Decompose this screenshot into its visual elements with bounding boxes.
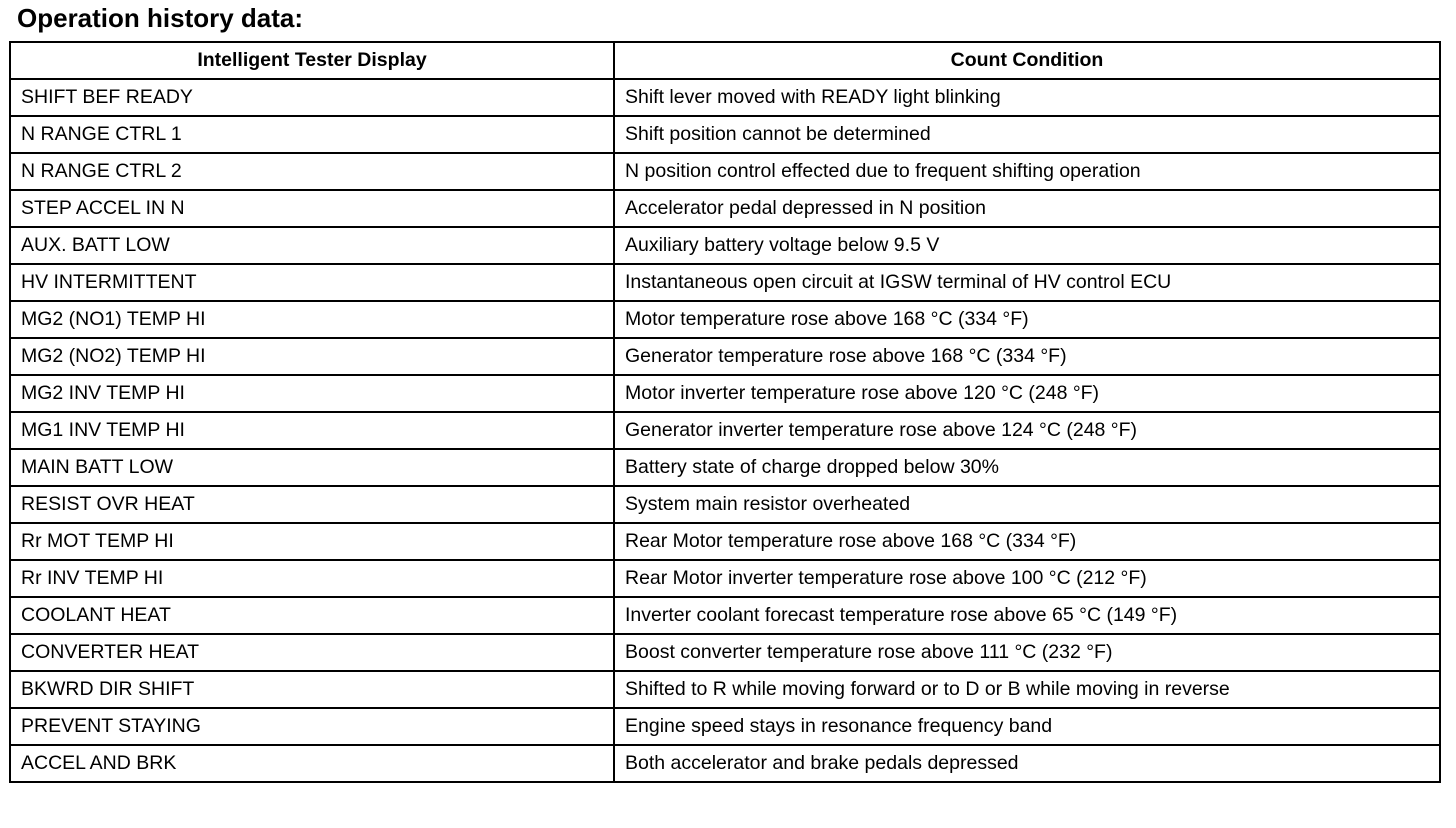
table-row bbox=[10, 634, 1440, 671]
tester-display-cell: N RANGE CTRL 2 bbox=[10, 153, 614, 190]
tester-display-cell: PREVENT STAYING bbox=[10, 708, 614, 745]
count-condition-cell: Both accelerator and brake pedals depressed bbox=[614, 745, 1440, 782]
tester-display-cell: HV INTERMITTENT bbox=[10, 264, 614, 301]
count-condition-cell: Shifted to R while moving forward or to D or B while moving in reverse bbox=[614, 671, 1440, 708]
count-condition-cell: System main resistor overheated bbox=[614, 486, 1440, 523]
tester-display-cell: SHIFT BEF READY bbox=[10, 79, 614, 116]
count-condition-cell: Rear Motor inverter temperature rose above 100 °C (212 °F) bbox=[614, 560, 1440, 597]
count-condition-cell: Motor temperature rose above 168 °C (334 °F) bbox=[614, 301, 1440, 338]
table-row bbox=[10, 486, 1440, 523]
table-row bbox=[10, 116, 1440, 153]
tester-display-cell: RESIST OVR HEAT bbox=[10, 486, 614, 523]
tester-display-cell: N RANGE CTRL 1 bbox=[10, 116, 614, 153]
table-row bbox=[10, 745, 1440, 782]
tester-display-cell: CONVERTER HEAT bbox=[10, 634, 614, 671]
table-row bbox=[10, 153, 1440, 190]
table-row bbox=[10, 449, 1440, 486]
table-row bbox=[10, 301, 1440, 338]
tester-display-cell: Rr MOT TEMP HI bbox=[10, 523, 614, 560]
tester-display-cell: MG1 INV TEMP HI bbox=[10, 412, 614, 449]
count-condition-cell: Generator inverter temperature rose above 124 °C (248 °F) bbox=[614, 412, 1440, 449]
count-condition-cell: Instantaneous open circuit at IGSW terminal of HV control ECU bbox=[614, 264, 1440, 301]
table-row bbox=[10, 597, 1440, 634]
tester-display-cell: BKWRD DIR SHIFT bbox=[10, 671, 614, 708]
count-condition-cell: Generator temperature rose above 168 °C (334 °F) bbox=[614, 338, 1440, 375]
tester-display-cell: STEP ACCEL IN N bbox=[10, 190, 614, 227]
count-condition-cell: Auxiliary battery voltage below 9.5 V bbox=[614, 227, 1440, 264]
tester-display-cell: MG2 (NO1) TEMP HI bbox=[10, 301, 614, 338]
table-row bbox=[10, 264, 1440, 301]
table-header-row bbox=[10, 42, 1440, 79]
count-condition-cell: Battery state of charge dropped below 30% bbox=[614, 449, 1440, 486]
tester-display-cell: MG2 (NO2) TEMP HI bbox=[10, 338, 614, 375]
table-row bbox=[10, 375, 1440, 412]
tester-display-cell: Rr INV TEMP HI bbox=[10, 560, 614, 597]
count-condition-cell: Shift position cannot be determined bbox=[614, 116, 1440, 153]
count-condition-cell: N position control effected due to frequent shifting operation bbox=[614, 153, 1440, 190]
count-condition-cell: Shift lever moved with READY light blinking bbox=[614, 79, 1440, 116]
operation-history-table bbox=[9, 41, 1441, 783]
tester-display-cell: COOLANT HEAT bbox=[10, 597, 614, 634]
count-condition-cell: Motor inverter temperature rose above 120 °C (248 °F) bbox=[614, 375, 1440, 412]
table-row bbox=[10, 227, 1440, 264]
tester-display-cell: ACCEL AND BRK bbox=[10, 745, 614, 782]
table-row bbox=[10, 708, 1440, 745]
page-title: Operation history data: bbox=[17, 3, 304, 33]
tester-display-cell: MG2 INV TEMP HI bbox=[10, 375, 614, 412]
tester-display-cell: MAIN BATT LOW bbox=[10, 449, 614, 486]
tester-display-cell: AUX. BATT LOW bbox=[10, 227, 614, 264]
count-condition-cell: Rear Motor temperature rose above 168 °C (334 °F) bbox=[614, 523, 1440, 560]
table-row bbox=[10, 190, 1440, 227]
count-condition-cell: Inverter coolant forecast temperature rose above 65 °C (149 °F) bbox=[614, 597, 1440, 634]
count-condition-cell: Engine speed stays in resonance frequency band bbox=[614, 708, 1440, 745]
column-header-tester-display: Intelligent Tester Display bbox=[10, 42, 614, 79]
table-row bbox=[10, 79, 1440, 116]
count-condition-cell: Accelerator pedal depressed in N position bbox=[614, 190, 1440, 227]
table-row bbox=[10, 523, 1440, 560]
table-row bbox=[10, 338, 1440, 375]
table-row bbox=[10, 412, 1440, 449]
column-header-count-condition: Count Condition bbox=[614, 42, 1440, 79]
count-condition-cell: Boost converter temperature rose above 111 °C (232 °F) bbox=[614, 634, 1440, 671]
table-body bbox=[10, 79, 1440, 782]
table-row bbox=[10, 560, 1440, 597]
table-row bbox=[10, 671, 1440, 708]
